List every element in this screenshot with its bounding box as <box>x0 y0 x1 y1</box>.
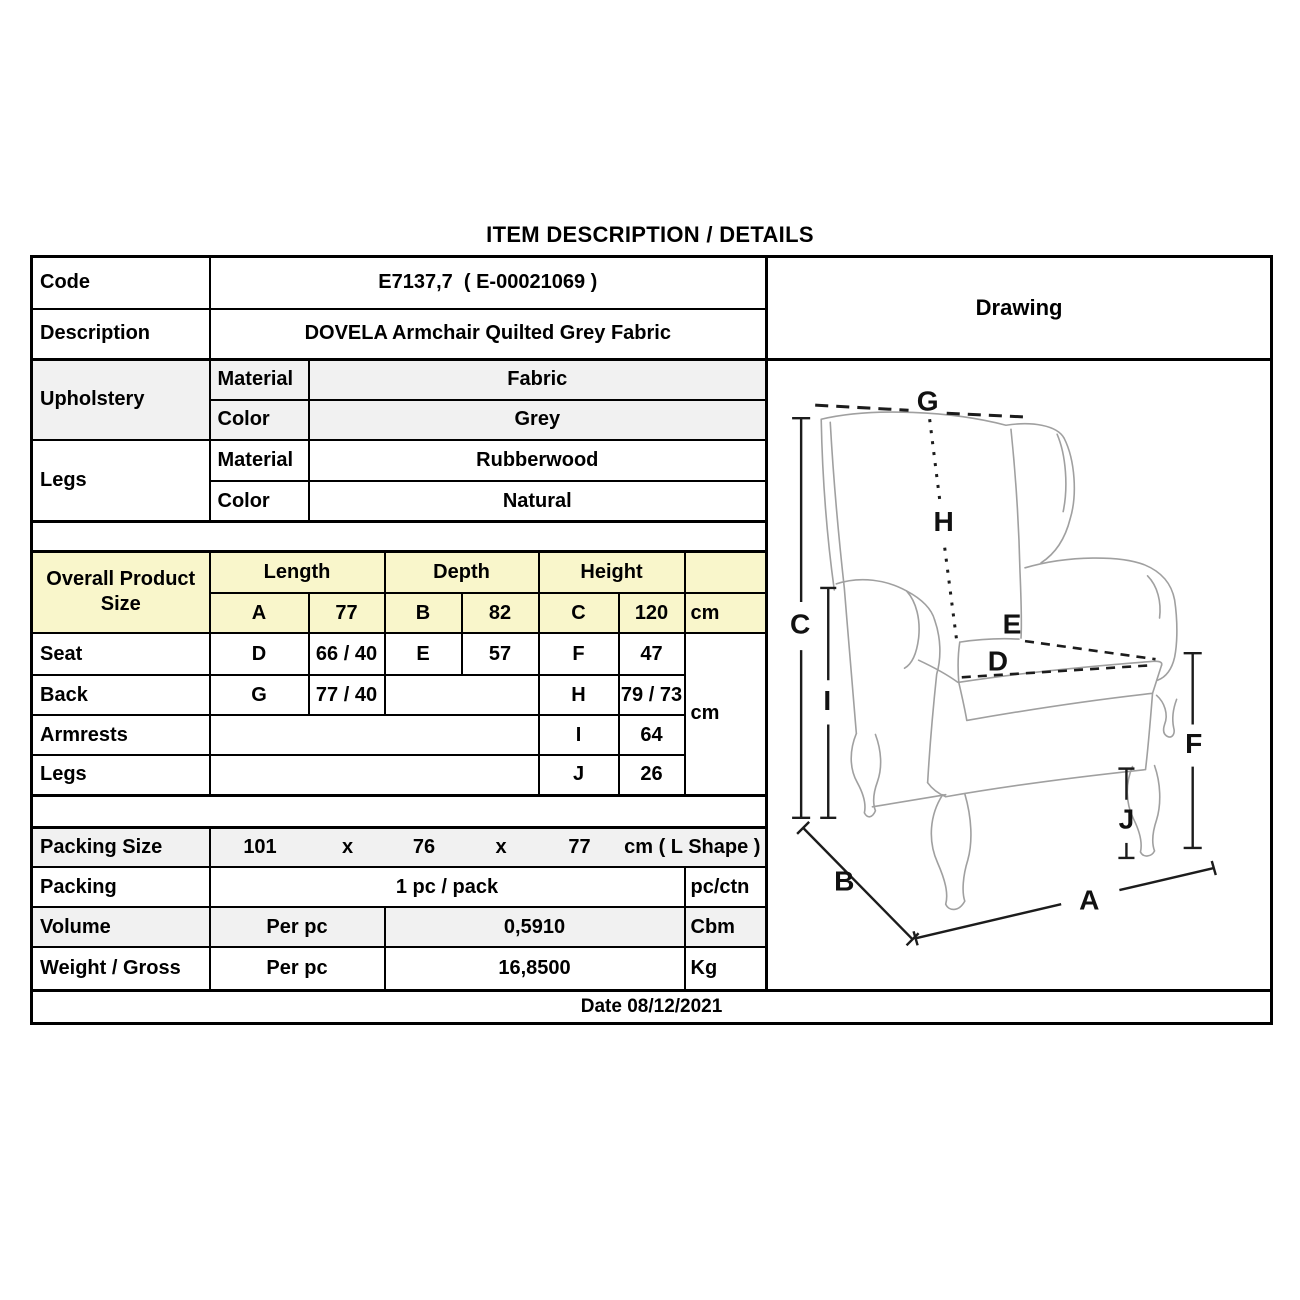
seat-d-value: 66 / 40 <box>309 633 385 675</box>
dim-line-a <box>914 861 1216 945</box>
code-value: E7137,7 ( E-00021069 ) <box>210 257 767 309</box>
spec-table <box>30 255 1273 1025</box>
legs-color-label: Color <box>210 481 309 521</box>
overall-a-key: A <box>210 593 309 633</box>
legs-color-value: Natural <box>309 481 767 521</box>
spacer-cell <box>32 521 767 551</box>
back-h-key: H <box>539 675 619 715</box>
code-label: Code <box>32 257 210 309</box>
packing-label: Packing <box>32 867 210 907</box>
packing-size-x1: x <box>341 835 354 858</box>
dim-label-d: D <box>987 645 1009 677</box>
code-row <box>32 257 1272 309</box>
dim-label-b: B <box>834 865 855 897</box>
description-label: Description <box>32 309 210 360</box>
back-g-value: 77 / 40 <box>309 675 385 715</box>
armrests-i-key: I <box>539 715 619 755</box>
description-value: DOVELA Armchair Quilted Grey Fabric <box>210 309 767 360</box>
drawing-canvas <box>767 360 1272 991</box>
packing-unit: pc/ctn <box>685 867 767 907</box>
dim-label-g: G <box>916 385 939 417</box>
packing-size-values <box>211 836 766 859</box>
back-depth-empty <box>385 675 539 715</box>
armrests-i-value: 64 <box>619 715 685 755</box>
upholstery-material-row <box>32 360 1272 400</box>
overall-size-label: Overall Product Size <box>32 551 210 633</box>
weight-unit: Kg <box>685 947 767 990</box>
overall-c-key: C <box>539 593 619 633</box>
armrests-label: Armrests <box>32 715 210 755</box>
dim-line-e <box>1025 641 1156 659</box>
dim-label-h: H <box>933 506 954 538</box>
date-value: Date 08/12/2021 <box>32 990 1272 1023</box>
packing-value: 1 pc / pack <box>210 867 685 907</box>
upholstery-material-value: Fabric <box>309 360 767 400</box>
upholstery-color-value: Grey <box>309 400 767 440</box>
volume-per: Per pc <box>210 907 385 947</box>
seat-d-key: D <box>210 633 309 675</box>
volume-label: Volume <box>32 907 210 947</box>
height-header: Height <box>539 551 685 593</box>
depth-header: Depth <box>385 551 539 593</box>
seat-f-key: F <box>539 633 619 675</box>
weight-label: Weight / Gross <box>32 947 210 990</box>
packing-size-value <box>210 827 767 867</box>
drawing-header: Drawing <box>767 257 1272 360</box>
legs-size-label: Legs <box>32 755 210 795</box>
size-header-empty <box>685 551 767 593</box>
overall-b-key: B <box>385 593 462 633</box>
upholstery-label: Upholstery <box>32 360 210 440</box>
size-side-unit: cm <box>685 633 767 795</box>
packing-size-label: Packing Size <box>32 827 210 867</box>
overall-c-value: 120 <box>619 593 685 633</box>
dim-line-b <box>797 822 918 945</box>
volume-unit: Cbm <box>685 907 767 947</box>
dim-label-e: E <box>1002 608 1022 640</box>
back-label: Back <box>32 675 210 715</box>
legs-material-label: Material <box>210 440 309 482</box>
seat-f-value: 47 <box>619 633 685 675</box>
legs-j-value: 26 <box>619 755 685 795</box>
packing-size-v3: 77 <box>568 835 591 858</box>
armchair-drawing <box>768 361 1270 989</box>
dim-label-f: F <box>1185 727 1203 759</box>
packing-size-v1: 101 <box>243 835 277 858</box>
date-row <box>32 990 1272 1023</box>
overall-a-value: 77 <box>309 593 385 633</box>
seat-e-value: 57 <box>462 633 539 675</box>
upholstery-material-label: Material <box>210 360 309 400</box>
dim-label-c: C <box>790 608 811 640</box>
overall-unit: cm <box>685 593 767 633</box>
back-h-value: 79 / 73 <box>619 675 685 715</box>
dim-label-a: A <box>1079 884 1100 916</box>
dim-label-j: J <box>1118 803 1135 835</box>
weight-value: 16,8500 <box>385 947 685 990</box>
seat-e-key: E <box>385 633 462 675</box>
page-title: ITEM DESCRIPTION / DETAILS <box>486 222 814 247</box>
upholstery-color-label: Color <box>210 400 309 440</box>
back-g-key: G <box>210 675 309 715</box>
spacer-cell-2 <box>32 795 767 827</box>
packing-size-v2: 76 <box>412 835 436 858</box>
seat-label: Seat <box>32 633 210 675</box>
legs-material-value: Rubberwood <box>309 440 767 482</box>
armrests-empty <box>210 715 539 755</box>
legs-j-key: J <box>539 755 619 795</box>
legs-label: Legs <box>32 440 210 522</box>
volume-value: 0,5910 <box>385 907 685 947</box>
overall-b-value: 82 <box>462 593 539 633</box>
dim-label-i: I <box>823 684 832 716</box>
packing-size-x2: x <box>495 835 507 858</box>
packing-size-unit: cm ( L Shape ) <box>624 835 761 858</box>
legs-size-empty <box>210 755 539 795</box>
weight-per: Per pc <box>210 947 385 990</box>
length-header: Length <box>210 551 385 593</box>
